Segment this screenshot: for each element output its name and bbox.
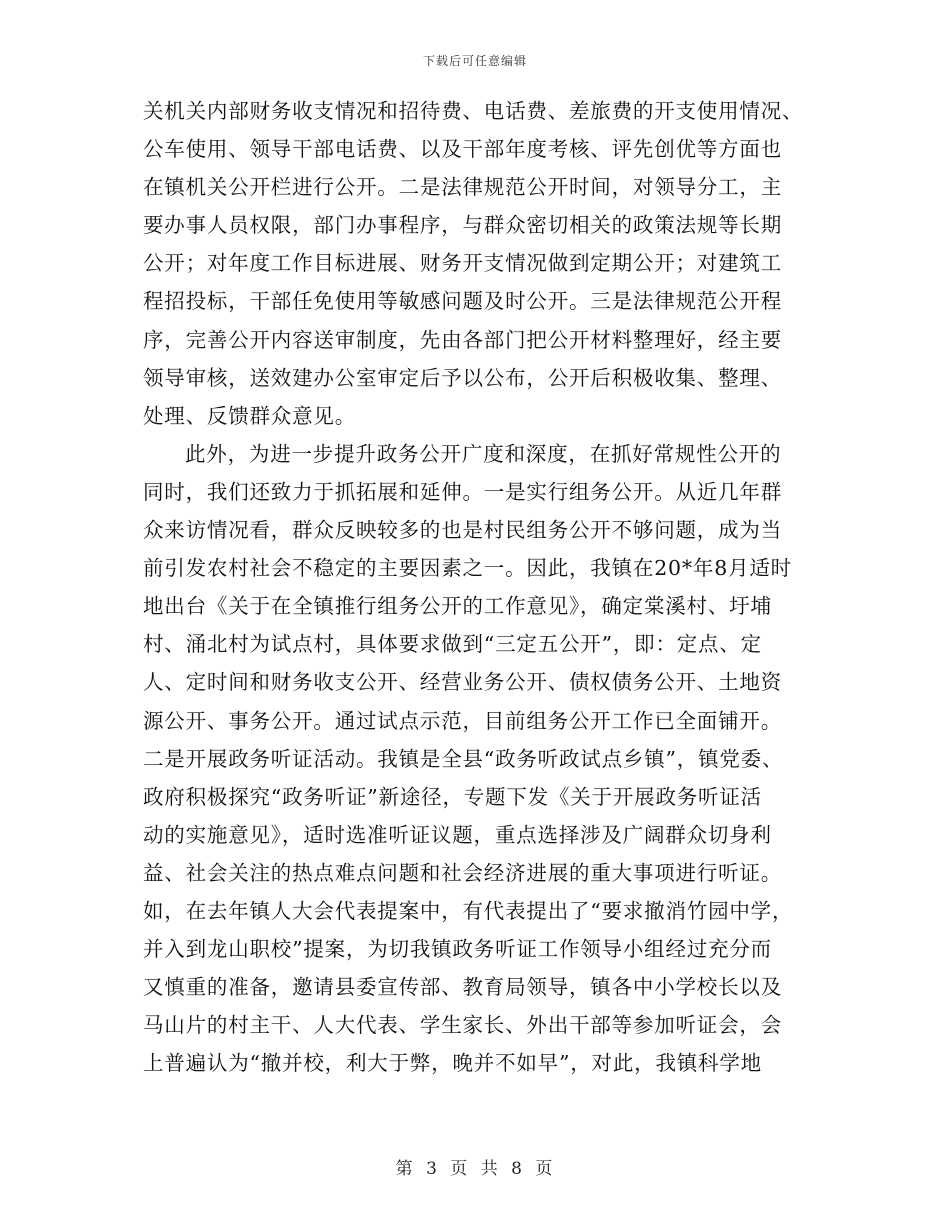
document-body: [143, 92, 803, 1082]
text-line: 领导审核，送效建办公室审定后予以公布，公开后积极收集、整理、: [143, 365, 782, 390]
text-line: 马山片的村主干、人大代表、学生家长、外出干部等参加听证会，会: [143, 1013, 782, 1038]
text-line: 动的实施意见》，适时选准听证议题，重点选择涉及广阔群众切身利: [143, 822, 772, 847]
text-line: 要办事人员权限，部门办事程序，与群众密切相关的政策法规等长期: [143, 213, 782, 238]
text-line: 村、涌北村为试点村，具体要求做到“三定五公开”，即：定点、定: [143, 632, 762, 657]
text-line: 上普遍认为“撤并校，利大于弊，晚并不如早”，对此，我镇科学地: [143, 1051, 762, 1076]
text-line: 人、定时间和财务收支公开、经营业务公开、债权债务公开、土地资: [143, 670, 782, 695]
text-line: 又慎重的准备，邀请县委宣传部、教育局领导，镇各中小学校长以及: [143, 975, 782, 1000]
text-line: 政府积极探究“政务听证”新途径，专题下发《关于开展政务听证活: [143, 784, 762, 809]
text-line: 关机关内部财务收支情况和招待费、电话费、差旅费的开支使用情况、: [143, 99, 804, 123]
text-line: 源公开、事务公开。通过试点示范，目前组务公开工作已全面铺开。: [143, 708, 782, 733]
text-line: 益、社会关注的热点难点问题和社会经济进展的重大事项进行听证。: [143, 860, 782, 885]
text-line: 在镇机关公开栏进行公开。二是法律规范公开时间，对领导分工，主: [143, 175, 782, 200]
text-line: 序，完善公开内容送审制度，先由各部门把公开材料整理好，经主要: [143, 327, 782, 352]
text-line: 公车使用、领导干部电话费、以及干部年度考核、评先创优等方面也: [143, 137, 782, 162]
text-line: 程招投标，干部任免使用等敏感问题及时公开。三是法律规范公开程: [143, 289, 782, 314]
text-line: 众来访情况看，群众反映较多的也是村民组务公开不够问题，成为当: [143, 518, 782, 543]
text-line: 如，在去年镇人大会代表提案中，有代表提出了“要求撤消竹园中学，: [143, 898, 794, 923]
text-line: 地出台《关于在全镇推行组务公开的工作意见》，确定棠溪村、圩埔: [143, 594, 772, 619]
page-footer-page-number: 第 3 页 共 8 页: [395, 1159, 555, 1179]
text-line: 处理、反馈群众意见。: [143, 403, 356, 428]
text-line: 公开；对年度工作目标进展、财务开支情况做到定期公开；对建筑工: [143, 251, 782, 276]
paragraph-first-line: 此外，为进一步提升政务公开广度和深度，在抓好常规性公开的: [185, 441, 782, 466]
text-line: 并入到龙山职校”提案，为切我镇政务听证工作领导小组经过充分而: [143, 937, 772, 962]
text-line: 同时，我们还致力于抓拓展和延伸。一是实行组务公开。从近几年群: [143, 479, 782, 504]
page-header: 下载后可任意编辑: [422, 54, 527, 68]
text-line: 前引发农村社会不稳定的主要因素之一。因此，我镇在20*年8月适时: [143, 556, 792, 581]
text-line: 二是开展政务听证活动。我镇是全县“政务听政试点乡镇”，镇党委、: [143, 746, 784, 771]
